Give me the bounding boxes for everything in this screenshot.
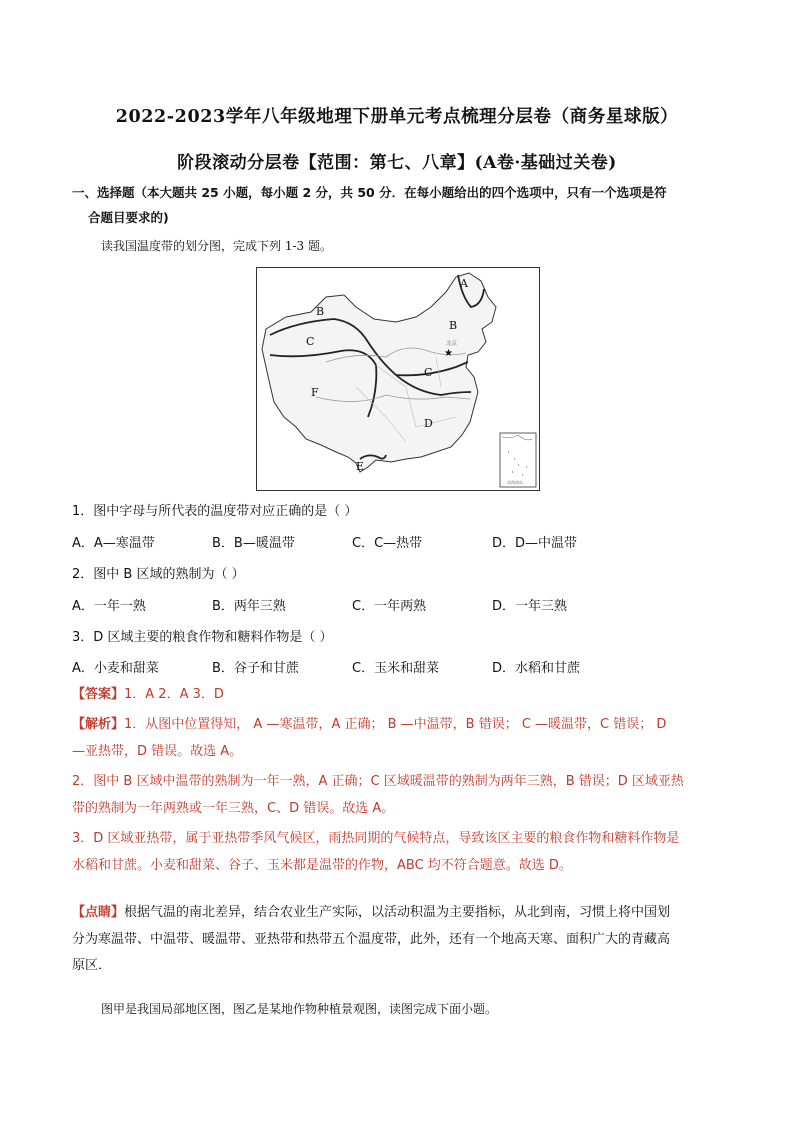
answer-tag: 【答案】 xyxy=(72,687,125,702)
q3-option-c: C．玉米和甜菜 xyxy=(352,661,440,676)
section-line-1: 一、选择题（本大题共 25 小题，每小题 2 分，共 50 分．在每小题给出的四个选项中，只有一个选项是符 xyxy=(72,185,667,200)
q1-option-a: A．A—寒温带 xyxy=(72,536,155,551)
question-2: 2．图中 B 区域的熟制为（ ） xyxy=(72,567,245,582)
q2-option-a: A．一年一熟 xyxy=(72,599,146,614)
tips-l2: 分为寒温带、中温带、暖温带、亚热带和热带五个温度带，此外，还有一个地高天寒、面积广大的青藏高 xyxy=(72,931,671,947)
tips-l1: 根据气温的南北差异，结合农业生产实际，以活动积温为主要指标，从北到南，习惯上将中国划 xyxy=(124,905,671,920)
map-label-c-west: C xyxy=(306,335,315,348)
q1-option-b: B．B—暖温带 xyxy=(212,536,295,551)
q1-option-c: C．C—热带 xyxy=(352,536,423,551)
answer-line xyxy=(72,682,724,709)
section-heading xyxy=(72,180,722,230)
map-label-c-east: C xyxy=(424,366,433,379)
tips-l3: 原区． xyxy=(72,958,112,973)
analysis-p3b: 水稻和甘蔗。小麦和甜菜、谷子、玉米都是温带的作物，ABC 均不符合题意。故选 D。 xyxy=(72,857,572,873)
analysis-p1b: —亚热带，D 错误。故选 A。 xyxy=(72,743,243,759)
map-label-beijing: 北京 xyxy=(446,341,458,347)
page-subtitle: 阶段滚动分层卷【范围：第七、八章】(A卷·基础过关卷) xyxy=(177,153,617,173)
map-label-e: E xyxy=(356,460,365,473)
answer-text: 1．A 2．A 3．D xyxy=(124,687,224,702)
beijing-star-icon: ★ xyxy=(444,348,453,359)
question-1: 1．图中字母与所代表的温度带对应正确的是（ ） xyxy=(72,504,358,519)
section-line-2: 合题目要求的) xyxy=(88,210,169,225)
page-title: 2022-2023学年八年级地理下册单元考点梳理分层卷（商务星球版） xyxy=(115,107,679,127)
q3-option-b: B．谷子和甘蔗 xyxy=(212,661,299,676)
q3-option-d: D．水稻和甘蔗 xyxy=(492,661,581,676)
q2-option-b: B．两年三熟 xyxy=(212,599,286,614)
map-label-d: D xyxy=(424,417,433,430)
q2-option-d: D．一年三熟 xyxy=(492,599,568,614)
map-label-a: A xyxy=(460,277,468,290)
analysis-p3a: 3．D 区域亚热带，属于亚热带季风气候区，雨热同期的气候特点，导致该区主要的粮食作物和糖料作物是 xyxy=(72,831,680,846)
map-label-b-west: B xyxy=(316,305,325,318)
map-label-f: F xyxy=(311,386,319,399)
south-sea-inset xyxy=(500,433,536,487)
inset-label: 南海诸岛 xyxy=(507,480,523,485)
q2-option-c: C．一年两熟 xyxy=(352,599,427,614)
q1-option-d: D．D—中温带 xyxy=(492,536,578,551)
analysis-p2b: 带的熟制为一年两熟或一年三熟，C、D 错误。故选 A。 xyxy=(72,800,395,816)
map-label-b-east: B xyxy=(449,319,458,332)
question-intro: 读我国温度带的划分图，完成下列 1-3 题。 xyxy=(101,239,332,253)
q3-option-a: A．小麦和甜菜 xyxy=(72,661,159,676)
temperature-zone-map xyxy=(256,267,540,491)
analysis-p2a: 2．图中 B 区域中温带的熟制为一年一熟，A 正确；C 区域暖温带的熟制为两年三熟，B 错误；D 区域亚热 xyxy=(72,774,684,789)
analysis-tag: 【解析】 xyxy=(72,717,125,732)
tips-tag: 【点睛】 xyxy=(72,905,125,920)
analysis-block xyxy=(72,712,724,879)
question-3: 3．D 区域主要的粮食作物和糖料作物是（ ） xyxy=(72,630,333,645)
next-question-intro: 图甲是我国局部地区图，图乙是某地作物种植景观图，读图完成下面小题。 xyxy=(101,1002,498,1016)
tips-block xyxy=(72,900,724,980)
analysis-p1a: 1．从图中位置得知， A —寒温带，A 正确； B —中温带，B 错误； C —暖温带，C 错误； D xyxy=(124,717,667,732)
